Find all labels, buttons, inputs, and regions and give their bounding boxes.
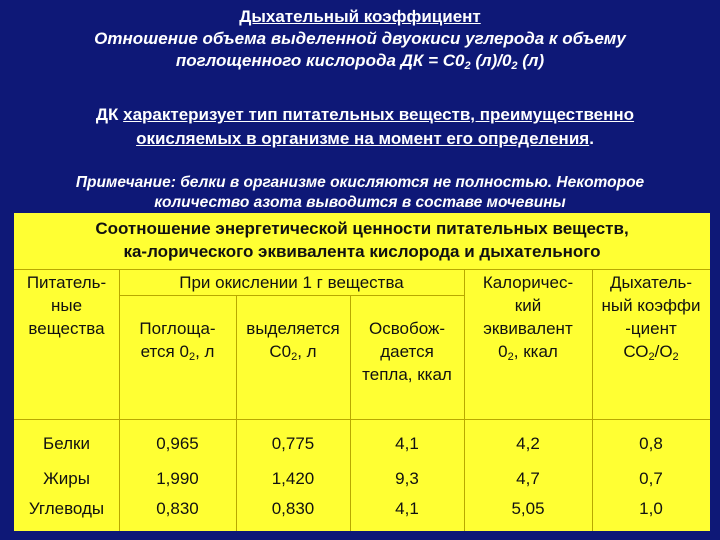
row-name: Углеводы: [28, 499, 105, 518]
dk-statement: [20, 103, 710, 151]
cell-heat: 9,3: [395, 469, 419, 488]
dk-statement-line-1: ДК характеризует тип питательных веществ, преимущественно: [95, 105, 635, 124]
cell-rq: 0,7: [639, 469, 663, 488]
header-heat: Освобож- дается тепла, ккал: [362, 319, 452, 384]
table-title-line-1: Соотношение энергетической ценности питательных веществ,: [95, 219, 629, 238]
cell-caloric: 5,05: [511, 499, 545, 518]
table-title-line-2: ка-лорического эквивалента кислорода и дыхательного: [123, 242, 601, 261]
slide-title: Дыхательный коэффициент: [239, 7, 481, 26]
cell-rq: 1,0: [639, 499, 663, 518]
grid-line: [119, 269, 120, 531]
cell-absorbed: 0,830: [156, 499, 199, 518]
nutrient-table-panel: [14, 213, 710, 531]
header-substances: Питатель- ные вещества: [26, 273, 107, 338]
header-released-co2: выделяется $С0_2$, л: [246, 319, 340, 363]
cell-rq: 0,8: [639, 434, 663, 453]
cell-released: 0,775: [271, 434, 315, 453]
header-caloric-equivalent: Калоричес- кий эквивалент $0_2$, ккал: [482, 273, 574, 363]
note: [10, 173, 710, 213]
slide-header: [0, 6, 720, 72]
grid-line: [119, 295, 464, 296]
row-name: Белки: [43, 434, 90, 453]
cell-absorbed: 1,990: [156, 469, 199, 488]
header-oxidation: При окислении 1 г вещества: [179, 273, 404, 292]
cell-absorbed: 0,965: [156, 434, 199, 453]
cell-caloric: 4,2: [516, 434, 540, 453]
cell-heat: 4,1: [395, 499, 419, 518]
cell-caloric: 4,7: [516, 469, 540, 488]
row-name: Жиры: [43, 469, 90, 488]
cell-heat: 4,1: [395, 434, 419, 453]
header-absorbed-o2: Поглоща- ется $0_2$, л: [139, 319, 216, 363]
note-line-2: количество азота выводится в составе мочевины: [154, 194, 566, 211]
table-title: [14, 217, 710, 263]
header-respiratory-quotient: Дыхатель- ный коэффи -циент $СО_2/О_2$: [601, 273, 701, 363]
note-line-1: Примечание: белки в организме окисляются не полностью. Некоторое: [75, 174, 645, 191]
cell-released: 0,830: [271, 499, 315, 518]
definition-line-1: Отношение объема выделенной двуокиси углерода к объему: [94, 29, 626, 48]
dk-statement-line-2: окисляемых в организме на момент его определения.: [136, 129, 594, 148]
cell-released: 1,420: [271, 469, 315, 488]
definition-line-2: поглощенного кислорода ДК = $С0_2$ $(л)/0_2$ (л): [175, 51, 545, 72]
